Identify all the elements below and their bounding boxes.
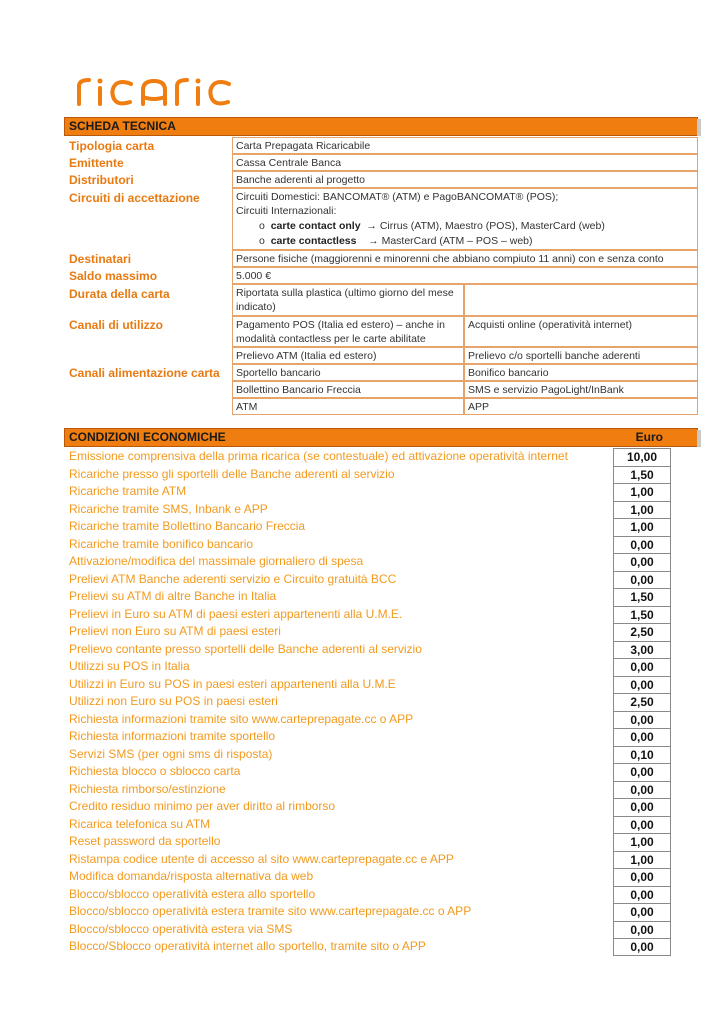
fee-row-value: 0,00 (613, 553, 671, 571)
arrow-right-icon: → (366, 220, 377, 232)
fee-row-label: Utilizzi non Euro su POS in paesi esteri (69, 694, 278, 708)
circuiti-domestici: Circuiti Domestici: BANCOMAT® (ATM) e PagoBANCOMAT® (POS); (236, 191, 559, 203)
bullet-icon: o (259, 235, 265, 247)
fee-row-value: 2,50 (613, 693, 671, 711)
condizioni-title: CONDIZIONI ECONOMICHE (69, 430, 226, 444)
currency-label: Euro (635, 430, 663, 444)
fee-row-label: Reset password da sportello (69, 834, 221, 848)
fee-row-label: Ristampa codice utente di accesso al sito www.carteprepagate.cc e APP (69, 851, 454, 866)
fee-row-value: 1,50 (613, 588, 671, 606)
utilizzo-pos: Pagamento POS (Italia ed estero) – anche in modalità contactless per le carte abilitate (232, 316, 464, 347)
fee-row-label: Ricariche tramite ATM (69, 484, 187, 498)
durata-label: Durata della carta (69, 287, 170, 301)
fee-row-label: Utilizzi in Euro su POS in paesi esteri appartenenti alla U.M.E (69, 676, 396, 691)
fee-row-label: Blocco/sblocco operatività estera allo sportello (69, 886, 316, 901)
ricarica-logo-mark (76, 72, 238, 112)
contactless-label: carte contactless (270, 235, 357, 247)
destinatari-label: Destinatari (69, 252, 132, 266)
tipologia-value: Carta Prepagata Ricaricabile (232, 137, 698, 154)
fee-row-label: Utilizzi su POS in Italia (69, 659, 190, 673)
canali-alimentazione-label: Canali alimentazione carta (69, 366, 220, 380)
fee-row-label: Blocco/sblocco operatività estera tramite sito www.carteprepagate.cc o APP (69, 904, 472, 918)
fee-row-label: Emissione comprensiva della prima ricarica (se contestuale) ed attivazione operatività internet (69, 449, 568, 463)
fee-row-label: Prelievi in Euro su ATM di paesi esteri appartenenti alla U.M.E. (69, 606, 403, 621)
header-shadow (697, 119, 701, 136)
fee-row-label: Prelievi non Euro su ATM di paesi esteri (69, 624, 281, 638)
alimentazione-sms: SMS e servizio PagoLight/InBank (464, 381, 698, 398)
utilizzo-sportelli: Prelievo c/o sportelli banche aderenti (464, 347, 698, 364)
fee-row-value: 0,10 (613, 746, 671, 764)
bullet-icon: o (259, 220, 265, 232)
durata-value: Riportata sulla plastica (ultimo giorno del mese indicato) (232, 284, 464, 316)
fee-row-label: Richiesta informazioni tramite sito www.carteprepagate.cc o APP (69, 711, 414, 726)
contactless-value: MasterCard (ATM – POS – web) (381, 235, 533, 247)
fee-row-label: Blocco/Sblocco operatività internet allo sportello, tramite sito o APP (69, 939, 426, 953)
emittente-label: Emittente (69, 156, 124, 170)
fee-row-value: 0,00 (613, 658, 671, 676)
fee-row-label: Credito residuo minimo per aver diritto al rimborso (69, 799, 336, 813)
durata-empty (464, 284, 698, 316)
utilizzo-online: Acquisti online (operatività internet) (464, 316, 698, 347)
fee-row-value: 2,50 (613, 623, 671, 641)
distributori-value: Banche aderenti al progetto (232, 171, 698, 188)
fee-row-value: 0,00 (613, 781, 671, 799)
alimentazione-app: APP (464, 398, 698, 415)
canali-utilizzo-label: Canali di utilizzo (69, 318, 164, 332)
alimentazione-sportello: Sportello bancario (232, 364, 464, 381)
emittente-value: Cassa Centrale Banca (232, 154, 698, 171)
fee-row-value: 1,50 (613, 466, 671, 484)
distributori-label: Distributori (69, 173, 134, 187)
fee-row-label: Prelievi su ATM di altre Banche in Italia (69, 589, 277, 603)
fee-row-value: 1,00 (613, 851, 671, 869)
circuiti-contact-line (259, 219, 605, 233)
header-shadow (697, 430, 701, 447)
fee-row-value: 0,00 (613, 938, 671, 956)
utilizzo-atm: Prelievo ATM (Italia ed estero) (232, 347, 464, 364)
saldo-value: 5.000 € (232, 267, 698, 284)
fee-row-label: Modifica domanda/risposta alternativa da web (69, 869, 314, 883)
arrow-right-icon: → (368, 235, 379, 247)
alimentazione-bollettino: Bollettino Bancario Freccia (232, 381, 464, 398)
condizioni-economiche-header (64, 428, 698, 447)
fee-row-label: Ricariche presso gli sportelli delle Banche aderenti al servizio (69, 466, 395, 481)
fee-row-label: Ricariche tramite bonifico bancario (69, 536, 254, 551)
fee-row-value: 0,00 (613, 536, 671, 554)
fee-row-value: 1,50 (613, 606, 671, 624)
saldo-label: Saldo massimo (69, 269, 158, 283)
fee-row-value: 0,00 (613, 903, 671, 921)
fee-row-label: Ricariche tramite SMS, Inbank e APP (69, 501, 268, 516)
fee-row-label: Richiesta rimborso/estinzione (69, 781, 226, 796)
fee-row-label: Blocco/sblocco operatività estera via SMS (69, 921, 293, 936)
fee-row-label: Prelievi ATM Banche aderenti servizio e Circuito gratuità BCC (69, 571, 397, 586)
fee-row-value: 0,00 (613, 798, 671, 816)
fee-row-value: 0,00 (613, 571, 671, 589)
alimentazione-atm: ATM (232, 398, 464, 415)
scheda-tecnica-title: SCHEDA TECNICA (69, 119, 176, 133)
contact-only-label: carte contact only (270, 220, 361, 232)
fee-row-value: 0,00 (613, 728, 671, 746)
destinatari-value: Persone fisiche (maggiorenni e minorenni che abbiano compiuto 11 anni) con e senza conto (232, 250, 698, 267)
fee-row-value: 3,00 (613, 641, 671, 659)
fee-row-label: Richiesta informazioni tramite sportello (69, 729, 276, 743)
tipologia-label: Tipologia carta (69, 139, 155, 153)
fee-row-value: 0,00 (613, 921, 671, 939)
scheda-tecnica-header (64, 117, 698, 136)
contact-only-value: Cirrus (ATM), Maestro (POS), MasterCard (web) (379, 220, 605, 232)
circuiti-label: Circuiti di accettazione (69, 191, 200, 205)
fee-row-value: 1,00 (613, 483, 671, 501)
fee-row-value: 1,00 (613, 501, 671, 519)
fee-row-value: 0,00 (613, 868, 671, 886)
fee-row-label: Attivazione/modifica del massimale giornaliero di spesa (69, 554, 364, 568)
fee-row-value: 0,00 (613, 816, 671, 834)
fee-row-label: Ricariche tramite Bollettino Bancario Freccia (69, 519, 306, 533)
ricarica-logo (76, 72, 238, 112)
fee-row-value: 1,00 (613, 833, 671, 851)
fee-row-label: Richiesta blocco o sblocco carta (69, 764, 241, 778)
circuiti-internazionali: Circuiti Internazionali: (236, 205, 337, 217)
fee-row-label: Prelievo contante presso sportelli delle Banche aderenti al servizio (69, 641, 422, 656)
fee-row-value: 10,00 (613, 448, 671, 466)
fee-row-value: 0,00 (613, 676, 671, 694)
fee-row-value: 0,00 (613, 711, 671, 729)
circuiti-contactless-line (259, 234, 533, 248)
fee-row-value: 0,00 (613, 886, 671, 904)
alimentazione-bonifico: Bonifico bancario (464, 364, 698, 381)
fee-row-label: Ricarica telefonica su ATM (69, 816, 211, 831)
fee-row-value: 1,00 (613, 518, 671, 536)
fee-row-value: 0,00 (613, 763, 671, 781)
fee-row-label: Servizi SMS (per ogni sms di risposta) (69, 746, 273, 761)
